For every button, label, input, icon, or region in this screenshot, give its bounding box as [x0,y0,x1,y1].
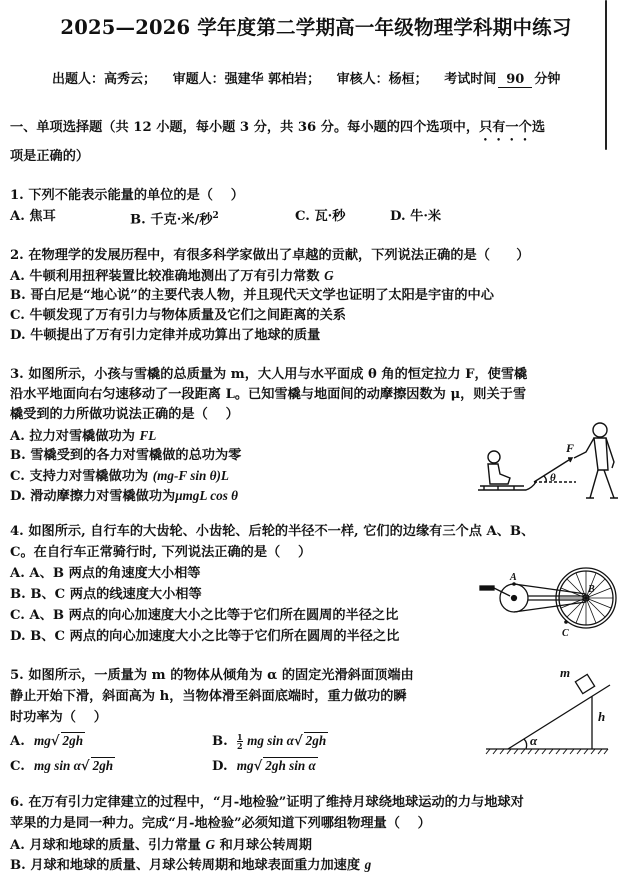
height-label: h [598,709,606,724]
option-label: B. [130,212,146,228]
option-text-tail: 和月球公转周期 [214,838,312,853]
option-math: g [364,857,372,872]
option-label: A. [10,838,25,853]
question-number: 1. [10,188,24,203]
option-text: 牛顿利用扭秤装置比较准确地测出了万有引力常数 [29,269,325,284]
time-value: 90 [498,72,532,88]
question-number: 4. [10,524,24,539]
option-root: 2gh [92,758,114,773]
q4-option-c [10,606,398,625]
q4-option-d [10,627,399,646]
option-text: 雪橇受到的各力对雪橇做的总功为零 [30,448,242,463]
fraction [237,733,243,750]
q5-option-b: B. $\frac{1}{2}$ mg sin α√ 2gh [212,732,327,751]
option-math: G [205,837,215,852]
option-label: A. [10,566,25,581]
force-label: F [566,441,575,455]
setter [52,72,156,87]
option-label: D. [212,759,228,774]
q5-option-d: D. mg√ 2gh sin α [212,758,316,774]
reviewer [173,72,321,87]
option-text: 滑动摩擦力对雪橇做功为 [30,489,176,504]
option-label: A. [10,269,25,284]
option-math: G [324,268,334,283]
section-heading-line2: 项是正确的） [10,149,90,164]
option-text: 哥白尼是“地心说”的主要代表人物，并且现代天文学也证明了太阳是宇宙的中心 [30,288,494,303]
question-number: 3. [10,367,24,382]
q1-option-b [130,207,219,229]
reviewer-label: 审题人： [172,72,225,87]
q5-option-c: C. mg sin α√ 2gh [10,758,114,774]
question-text: 在万有引力定律建立的过程中，“月-地检验”证明了维持月球绕地球运动的力与地球对 [28,795,524,810]
option-label: B. [10,587,26,602]
question-text: 如图所示, 自行车的大齿轮、小齿轮、后轮的半径不一样, 它们的边缘有三个点 A、B、 [28,524,535,539]
option-root: 2gh [305,733,327,748]
exam-time [444,72,560,87]
q2-option-a [10,266,334,286]
option-label: C. [10,308,25,323]
point-a-label: A [510,572,517,583]
option-text: B、C 两点的线速度大小相等 [30,587,202,602]
point-b-label: B [588,584,595,595]
q3-option-c [10,466,229,486]
section-heading-tail: 选 [531,120,545,135]
numerator: 1 [236,732,243,742]
question-text: 在物理学的发展历程中，有很多科学家做出了卓越的贡献，下列说法正确的是（ ） [28,248,530,263]
option-label: C. [10,759,25,774]
question-2-stem [10,246,530,265]
question-text: 如图所示，小孩与雪橇的总质量为 m，大人用与水平面成 θ 角的恒定拉力 F，使雪橇 [28,367,528,382]
question-5-stem-line2: 静止开始下滑，斜面高为 h，当物体滑至斜面底端时，重力做功的瞬 [10,689,407,704]
q1-option-a [10,207,56,226]
question-4-stem-line2: C。在自行车正常骑行时, 下列说法正确的是（ ） [10,545,312,560]
option-text: A、B 两点的向心加速度大小之比等于它们所在圆周的半径之比 [29,608,399,623]
q2-option-b [10,286,494,305]
option-text: 月球和地球的质量、引力常量 [29,838,206,853]
q5-option-a: A. mg√ 2gh [10,733,84,749]
q1-option-d [390,207,441,226]
q3-option-d [10,486,238,506]
incline-angle-label: α [530,733,538,748]
option-root: 2gh [62,733,84,748]
option-label: D. [390,209,406,224]
option-math: FL [139,428,157,443]
option-label: A. [10,734,25,749]
section-heading-emphasis: 只有一个 [479,120,532,135]
q1-option-c [295,207,345,226]
question-3-stem-line3: 橇受到的力所做功说法正确的是（ ） [10,407,239,422]
option-text: 牛顿发现了万有引力与物体质量及它们之间距离的关系 [29,308,346,323]
question-number: 6. [10,795,24,810]
option-label: A. [10,209,25,224]
question-5-stem [10,666,414,685]
option-label: D. [10,629,26,644]
q6-option-a [10,835,312,855]
question-5-stem-line3: 时功率为（ ） [10,710,107,725]
q3-option-b [10,446,241,465]
question-text: 下列不能表示能量的单位的是（ ） [28,188,244,203]
option-text: 牛·米 [410,209,442,224]
q2-option-c [10,306,346,325]
option-label: B. [10,448,26,463]
approver [337,72,428,87]
option-text: B、C 两点的向心加速度大小之比等于它们所在圆周的半径之比 [30,629,400,644]
option-label: D. [10,328,26,343]
sled-figure [470,412,630,512]
q2-option-d [10,326,320,345]
option-label: B. [10,288,26,303]
option-math: μmgL cos θ [175,488,238,503]
option-label: C. [295,209,310,224]
option-root: 2gh sin α [265,758,316,773]
setter-label: 出题人： [52,72,105,87]
exam-title: 2025—2026 学年度第二学期高一年级物理学科期中练习 [60,16,572,39]
approver-label: 审核人： [336,72,389,87]
question-number: 5. [10,668,24,683]
option-text: 牛顿提出了万有引力定律并成功算出了地球的质量 [30,328,321,343]
option-label: C. [10,608,25,623]
q6-option-b [10,855,371,875]
setter-name: 高秀云； [104,72,157,87]
option-math: mg [236,758,254,773]
option-text: 千克·米/秒 [150,212,213,228]
question-6-stem-line2: 苹果的力是同一种力。完成“月-地检验”必须知道下列哪组物理量（ ） [10,816,431,831]
author-info [52,68,560,88]
angle-label: θ [550,472,556,484]
question-number: 2. [10,248,24,263]
option-text: 拉力对雪橇做功为 [29,429,140,444]
option-label: A. [10,429,25,444]
mass-label: m [560,665,571,680]
bicycle-gear-figure [478,562,628,644]
option-label: B. [10,858,26,873]
question-3-stem [10,365,527,384]
option-math: mg sin α [34,758,81,773]
question-6-stem [10,793,524,812]
option-label: C. [10,469,25,484]
point-c-label: C [562,628,569,639]
option-superscript: 2 [212,211,219,221]
question-4-stem [10,522,534,541]
question-3-stem-line2: 沿水平地面向右匀速移动了一段距离 L。已知雪橇与地面间的动摩擦因数为 μ，则关于雪 [10,387,527,402]
time-unit: 分钟 [534,72,561,87]
incline-figure [484,665,629,755]
approver-name: 杨桓； [388,72,428,87]
option-label: B. [212,734,228,749]
reviewer-names: 强建华 郭柏岩； [224,72,321,87]
option-label: D. [10,489,26,504]
option-math: (mg-F sin θ)L [152,468,229,483]
question-1-stem [10,186,244,205]
option-text: 支持力对雪橇做功为 [29,469,153,484]
option-math: mg [34,733,51,748]
q4-option-a [10,564,200,583]
option-text: A、B 两点的角速度大小相等 [29,566,201,581]
q3-option-a [10,426,156,446]
question-text: 如图所示，一质量为 m 的物体从倾角为 α 的固定光滑斜面顶端由 [28,668,414,683]
section-heading [10,118,545,144]
time-label: 考试时间 [444,72,497,87]
option-math: mg sin α [247,733,294,748]
option-text: 月球和地球的质量、月球公转周期和地球表面重力加速度 [30,858,365,873]
option-text: 瓦·秒 [314,209,346,224]
section-heading-text: 一、单项选择题（共 12 小题，每小题 3 分，共 36 分。每小题的四个选项中， [10,120,480,135]
denominator: 2 [236,741,243,751]
option-text: 焦耳 [29,209,56,224]
q4-option-b [10,585,202,604]
